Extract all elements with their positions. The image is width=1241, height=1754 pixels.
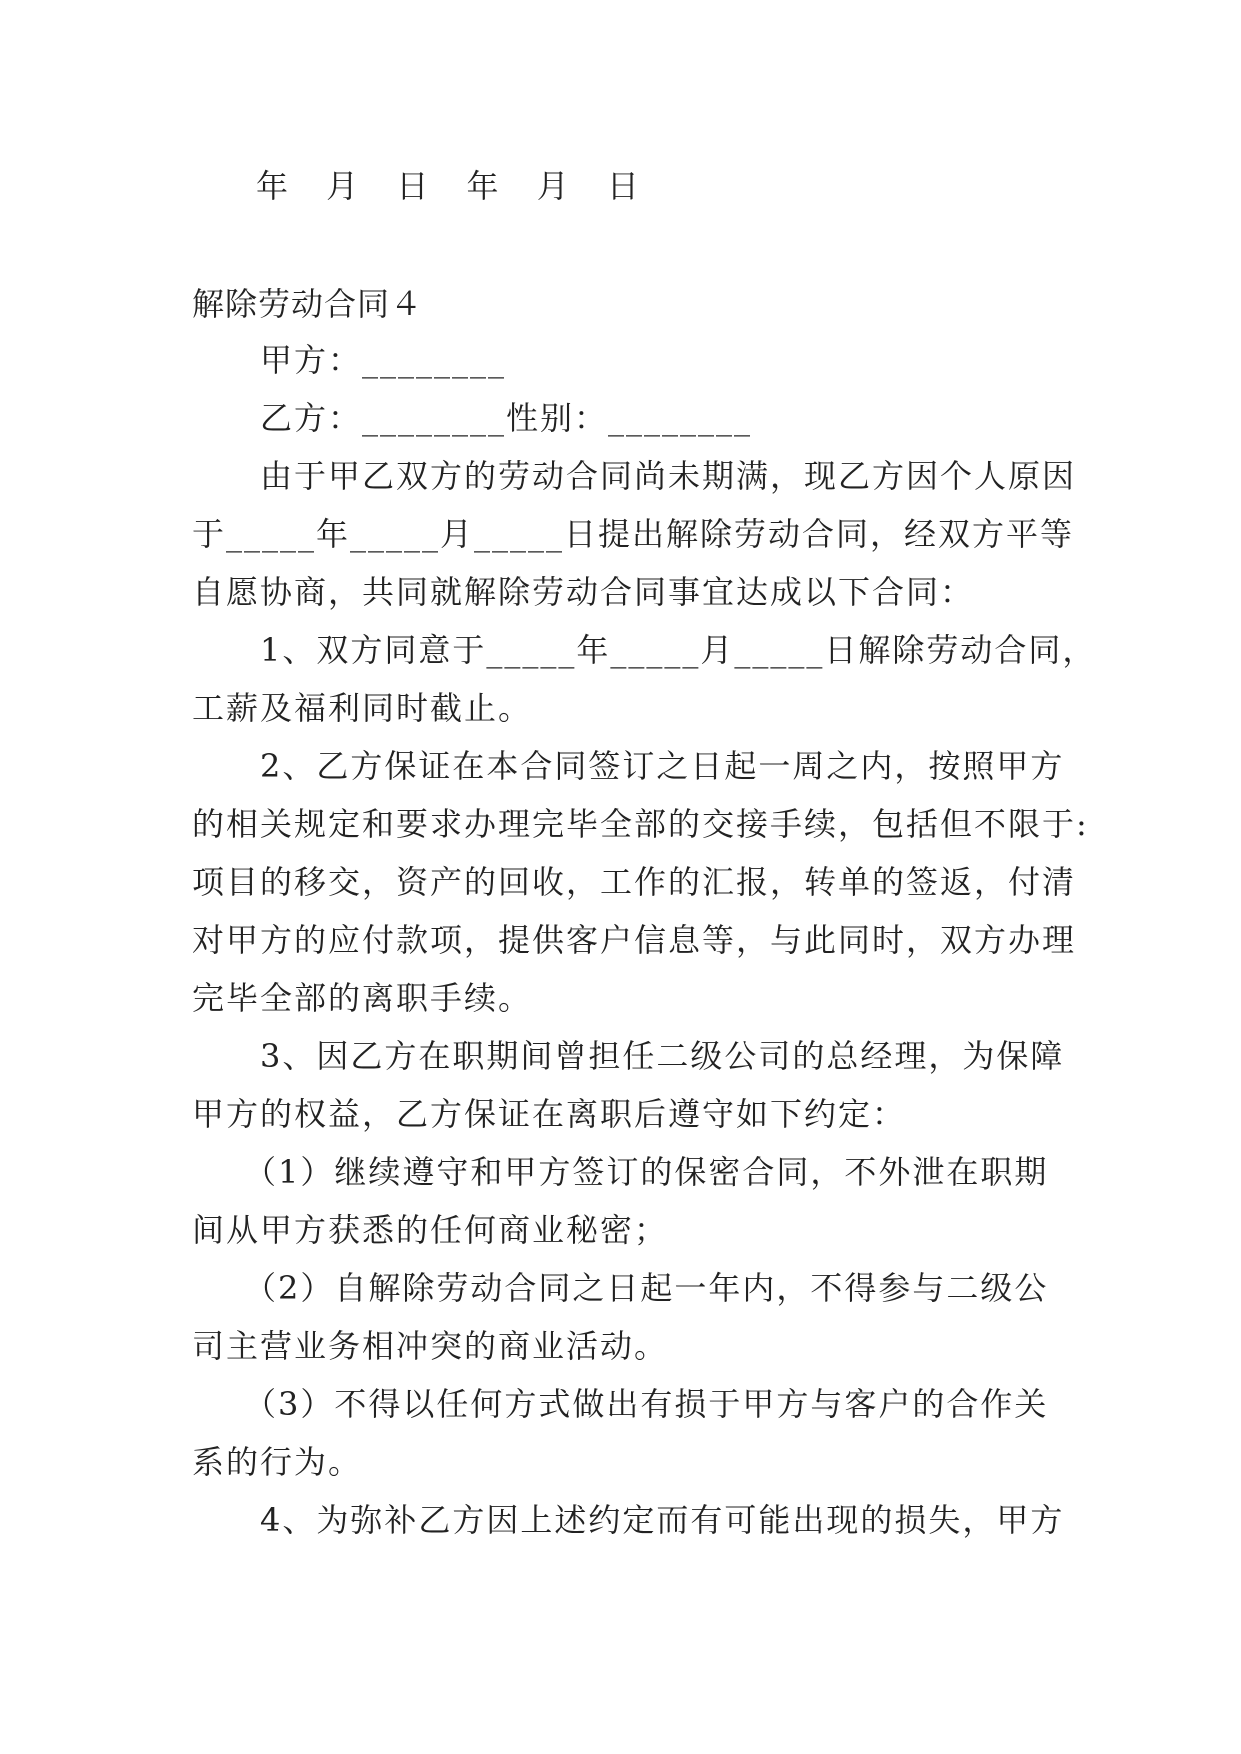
body-line: 的相关规定和要求办理完毕全部的交接手续，包括但不限于: (192, 805, 1089, 843)
body-line: 于_____年_____月_____日提出解除劳动合同，经双方平等 (192, 515, 1075, 553)
clause-3-line: 3、因乙方在职期间曾担任二级公司的总经理，为保障 (192, 1037, 1065, 1075)
sub-clause-3-line: （3）不得以任何方式做出有损于甲方与客户的合作关 (192, 1385, 1049, 1423)
clause-1-line: 1、双方同意于_____年_____月_____日解除劳动合同， (192, 631, 1097, 669)
body-line: 司主营业务相冲突的商业活动。 (192, 1327, 669, 1365)
party-b-line: 乙方：________性别：________ (192, 399, 753, 437)
body-line: 间从甲方获悉的任何商业秘密； (192, 1211, 669, 1249)
body-line: 系的行为。 (192, 1443, 363, 1481)
body-line: 自愿协商，共同就解除劳动合同事宜达成以下合同： (192, 573, 975, 611)
party-a-line: 甲方：________ (192, 341, 507, 379)
body-line: 对甲方的应付款项，提供客户信息等，与此同时，双方办理 (192, 921, 1077, 959)
body-line: 完毕全部的离职手续。 (192, 979, 533, 1017)
body-line: 项目的移交，资产的回收，工作的汇报，转单的签返，付清 (192, 863, 1077, 901)
signature-date-line: 年 月 日 年 月 日 (256, 167, 653, 205)
sub-clause-2-line: （2）自解除劳动合同之日起一年内，不得参与二级公 (192, 1269, 1049, 1307)
clause-2-line: 2、乙方保证在本合同签订之日起一周之内，按照甲方 (192, 747, 1065, 785)
body-line: 工薪及福利同时截止。 (192, 689, 533, 727)
body-line: 由于甲乙双方的劳动合同尚未期满，现乙方因个人原因 (192, 457, 1077, 495)
sub-clause-1-line: （1）继续遵守和甲方签订的保密合同，不外泄在职期 (192, 1153, 1049, 1191)
clause-4-line: 4、为弥补乙方因上述约定而有可能出现的损失，甲方 (192, 1501, 1065, 1539)
body-line: 甲方的权益，乙方保证在离职后遵守如下约定： (192, 1095, 907, 1133)
section-title: 解除劳动合同４ (192, 285, 424, 323)
